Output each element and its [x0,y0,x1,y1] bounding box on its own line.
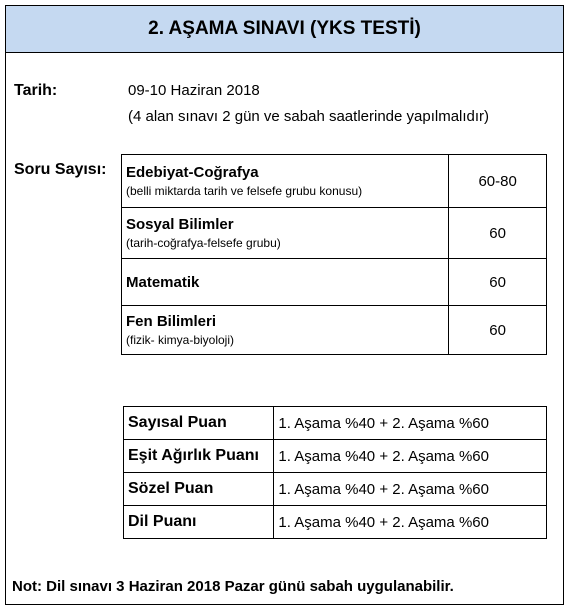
date-label: Tarih: [14,82,58,99]
date-value: 09-10 Haziran 2018 [128,82,260,99]
subject-cell [122,155,449,208]
subject-cell [122,306,449,355]
question-count: 60 [449,208,547,259]
table-row [124,506,547,539]
table-row [124,407,547,440]
subject-note: (tarih-coğrafya-felsefe grubu) [126,236,281,250]
date-note: (4 alan sınavı 2 gün ve sabah saatlerinde yapılmalıdır) [128,108,490,125]
score-formula: 1. Aşama %40 + 2. Aşama %60 [274,473,547,506]
question-count-table [121,154,547,355]
table-row [122,208,547,259]
question-count: 60 [449,306,547,355]
table-row [122,259,547,306]
score-formula: 1. Aşama %40 + 2. Aşama %60 [274,440,547,473]
question-count-label: Soru Sayısı: [14,161,107,178]
question-count: 60-80 [449,155,547,208]
score-table [123,406,547,539]
table-row [124,473,547,506]
subject-note: (belli miktarda tarih ve felsefe grubu konusu) [126,184,363,198]
score-type: Eşit Ağırlık Puanı [124,440,274,473]
score-type: Sözel Puan [124,473,274,506]
table-row [122,306,547,355]
footer-note: Not: Dil sınavı 3 Haziran 2018 Pazar günü sabah uygulanabilir. [12,578,454,595]
card-title: 2. AŞAMA SINAVI (YKS TESTİ) [6,6,563,53]
subject-cell [122,259,449,306]
score-type: Sayısal Puan [124,407,274,440]
subject-note: (fizik- kimya-biyoloji) [126,333,235,347]
subject-name: Sosyal Bilimler [126,216,234,233]
score-formula: 1. Aşama %40 + 2. Aşama %60 [274,506,547,539]
subject-cell [122,208,449,259]
score-type: Dil Puanı [124,506,274,539]
question-count: 60 [449,259,547,306]
table-row [122,155,547,208]
subject-name: Edebiyat-Coğrafya [126,164,259,181]
subject-name: Fen Bilimleri [126,313,217,330]
subject-name: Matematik [126,273,200,291]
table-row [124,440,547,473]
score-formula: 1. Aşama %40 + 2. Aşama %60 [274,407,547,440]
